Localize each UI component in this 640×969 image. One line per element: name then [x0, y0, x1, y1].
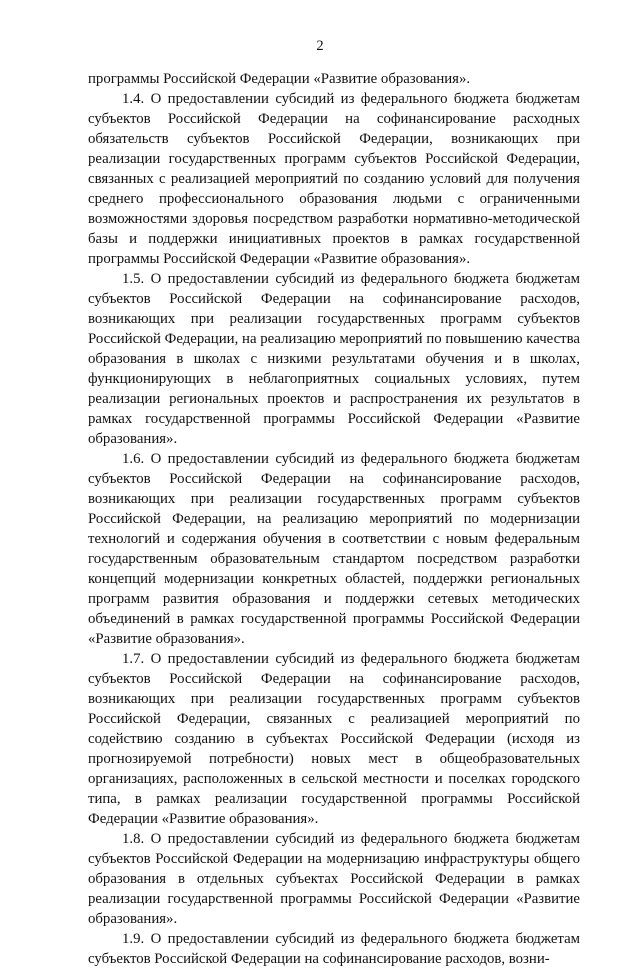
- document-body: [88, 69, 580, 969]
- paragraph-1-4: 1.4. О предоставлении субсидий из федерального бюджета бюджетам субъектов Российской Федерации на софинансирование расходных обязательств субъектов Российской Федерации, возникающих при реализации государственных программ субъектов Российской Федерации, связанных с реализацией мероприятий по созданию условий для получения среднего профессионального образования людьми с ограниченными возможностями здоровья посредством разработки нормативно-методической базы и поддержки инициативных проектов в рамках государственной программы Российской Федерации «Развитие образования».: [88, 91, 580, 267]
- paragraph-1-9: 1.9. О предоставлении субсидий из федерального бюджета бюджетам субъектов Российской Федерации на софинансирование расходов, возни-: [88, 931, 580, 967]
- paragraph-1-7: 1.7. О предоставлении субсидий из федерального бюджета бюджетам субъектов Российской Федерации на софинансирование расходов, возникающих при реализации государственных программ субъектов Российской Федерации, связанных с реализацией мероприятий по содействию созданию в субъектах Российской Федерации (исходя из прогнозируемой потребности) новых мест в общеобразовательных организациях, расположенных в сельской местности и поселках городского типа, в рамках реализации государственной программы Российской Федерации «Развитие образования».: [88, 651, 580, 827]
- paragraph-continuation: программы Российской Федерации «Развитие образования».: [88, 71, 471, 87]
- paragraph-1-6: 1.6. О предоставлении субсидий из федерального бюджета бюджетам субъектов Российской Федерации на софинансирование расходов, возникающих при реализации государственных программ субъектов Российской Федерации, на реализацию мероприятий по модернизации технологий и содержания обучения в соответствии с новым федеральным государственным образовательным стандартом посредством разработки концепций модернизации конкретных областей, поддержки региональных программ развития образования и поддержки сетевых методических объединений в рамках государственной программы Российской Федерации «Развитие образования».: [88, 451, 580, 647]
- paragraph-1-5: 1.5. О предоставлении субсидий из федерального бюджета бюджетам субъектов Российской Федерации на софинансирование расходов, возникающих при реализации государственных программ субъектов Российской Федерации, на реализацию мероприятий по повышению качества образования в школах с низкими результатами обучения и в школах, функционирующих в неблагоприятных социальных условиях, путем реализации региональных проектов и распространения их результатов в рамках государственной программы Российской Федерации «Развитие образования».: [88, 271, 580, 447]
- paragraph-1-8: 1.8. О предоставлении субсидий из федерального бюджета бюджетам субъектов Российской Федерации на модернизацию инфраструктуры общего образования в отдельных субъектах Российской Федерации в рамках реализации государственной программы Российской Федерации «Развитие образования».: [88, 831, 580, 927]
- page-number: 2: [316, 38, 324, 54]
